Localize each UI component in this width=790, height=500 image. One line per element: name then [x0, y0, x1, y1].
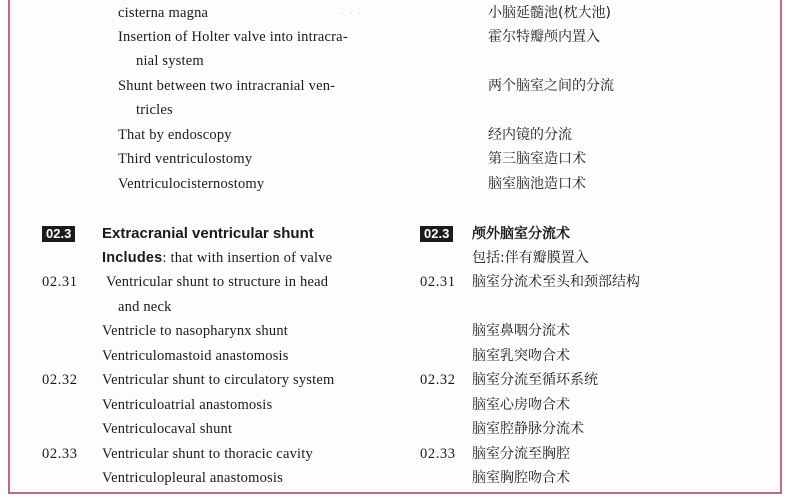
entry-text: 脑室分流至胸腔: [472, 446, 570, 462]
entry-code: 02.32: [42, 372, 78, 388]
section-code-badge: 02.3: [42, 226, 75, 242]
section-title: 颅外脑室分流术: [472, 226, 570, 242]
bleed-through: · · ·: [340, 4, 362, 20]
page-frame: [8, 0, 782, 494]
includes-label: Includes: [102, 250, 163, 266]
entry-text: 脑室鼻咽分流术: [472, 323, 570, 339]
pre-item: Insertion of Holter valve into intracra-: [118, 29, 348, 45]
entry-text: Ventricle to nasopharynx shunt: [102, 323, 289, 339]
entry-code: 02.31: [420, 274, 456, 290]
entry-text: Ventricular shunt to structure in head: [106, 274, 329, 290]
includes-text: : that with insertion of valve: [162, 250, 333, 266]
entry-text: 脑室乳突吻合术: [472, 348, 570, 364]
pre-item: That by endoscopy: [118, 127, 232, 143]
pre-item: cisterna magna: [118, 5, 209, 21]
pre-item: 经内镜的分流: [488, 127, 572, 143]
entry-text: Ventricular shunt to thoracic cavity: [102, 446, 313, 462]
entry-code: 02.32: [420, 372, 456, 388]
entry-text: 脑室胸腔吻合术: [472, 470, 570, 486]
entry-text: 脑室分流至循环系统: [472, 372, 598, 388]
pre-item: Shunt between two intracranial ven-: [118, 78, 336, 94]
entry-text: Ventriculopleural anastomosis: [102, 470, 283, 486]
pre-item: Third ventriculostomy: [118, 151, 253, 167]
entry-code: 02.33: [420, 446, 456, 462]
pre-item: 小脑延髓池(枕大池): [488, 5, 611, 21]
pre-item: 两个脑室之间的分流: [488, 78, 614, 94]
pre-item: 霍尔特瓣颅内置入: [488, 29, 600, 45]
entry-text: Ventricular shunt to circulatory system: [102, 372, 335, 388]
entry-text: Ventriculoatrial anastomosis: [102, 397, 273, 413]
entry-text: 脑室腔静脉分流术: [472, 421, 584, 437]
entry-text: Ventriculomastoid anastomosis: [102, 348, 289, 364]
section-code-badge: 02.3: [420, 226, 453, 242]
pre-item: nial system: [136, 53, 204, 69]
entry-text: and neck: [118, 299, 172, 315]
includes-note: [102, 249, 332, 267]
entry-text: 脑室分流术至头和颈部结构: [472, 274, 640, 290]
includes-note: 包括:伴有瓣膜置入: [472, 250, 589, 266]
pre-item: 第三脑室造口术: [488, 151, 586, 167]
pre-item: tricles: [136, 102, 173, 118]
entry-code: 02.31: [42, 274, 78, 290]
entry-text: Ventriculocaval shunt: [102, 421, 233, 437]
section-title: Extracranial ventricular shunt: [102, 225, 314, 242]
entry-code: 02.33: [42, 446, 78, 462]
pre-item: Ventriculocisternostomy: [118, 176, 265, 192]
entry-text: 脑室心房吻合术: [472, 397, 570, 413]
pre-item: 脑室脑池造口术: [488, 176, 586, 192]
